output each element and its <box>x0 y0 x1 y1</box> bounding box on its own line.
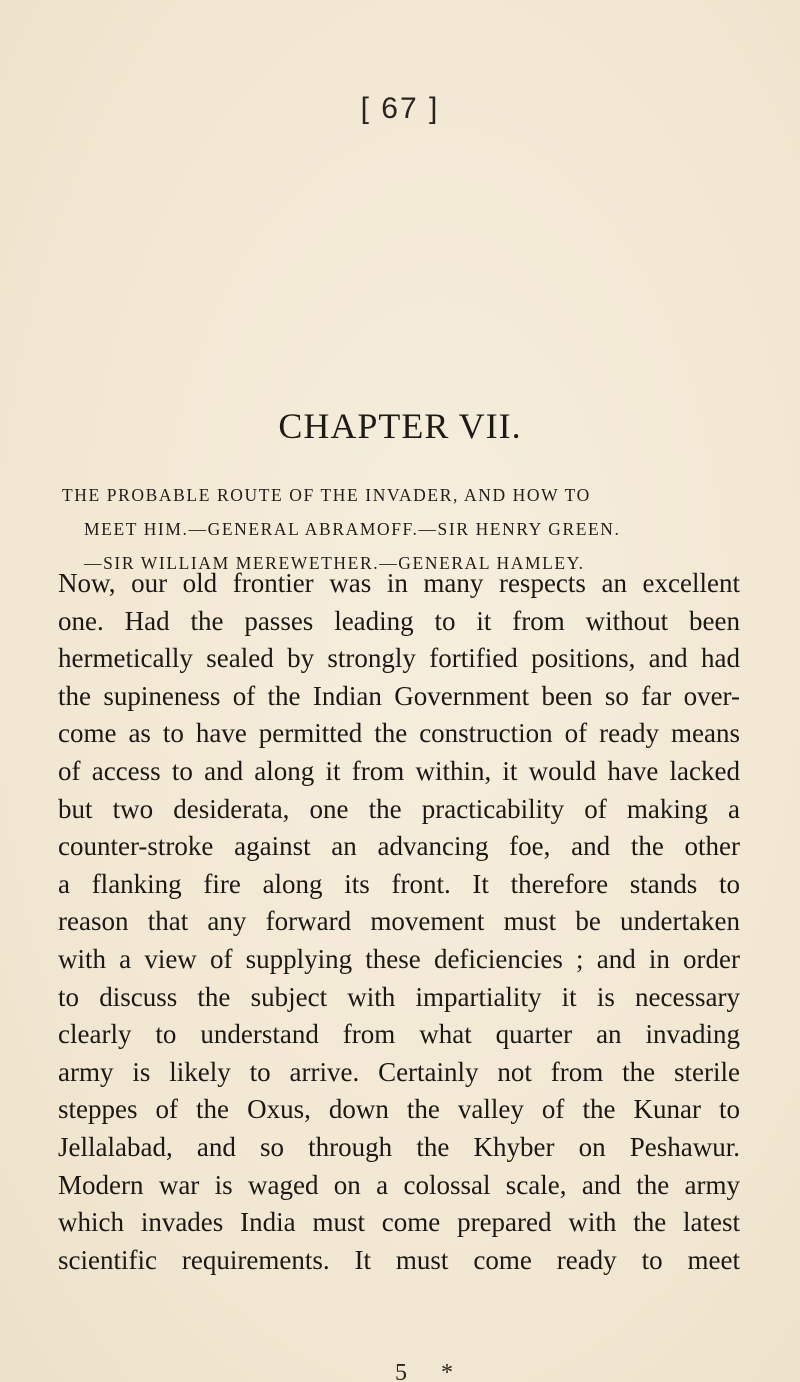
body-line: Jellalabad, and so through the Khyber on Peshawur. <box>58 1131 740 1162</box>
chapter-summary-line: THE PROBABLE ROUTE OF THE INVADER, AND HOW TO <box>62 485 591 505</box>
body-line: scientific requirements. It must come ready to meet <box>58 1244 740 1275</box>
body-line: hermetically sealed by strongly fortified positions, and had <box>58 643 740 674</box>
body-line: the supineness of the Indian Government been so far over- <box>58 680 740 711</box>
body-line: but two desiderata, one the practicability of making a <box>58 793 740 824</box>
body-line: a flanking fire along its front. It therefore stands to <box>58 868 740 899</box>
body-line: one. Had the passes leading to it from without been <box>58 605 740 636</box>
body-paragraph <box>58 565 740 1279</box>
body-line: Now, our old frontier was in many respects an excellent <box>58 568 740 598</box>
chapter-summary-line: —SIR WILLIAM MEREWETHER.—GENERAL HAMLEY. <box>84 553 585 573</box>
chapter-heading: CHAPTER VII. <box>278 406 522 446</box>
signature-mark: 5 * <box>395 1360 467 1382</box>
chapter-summary-line: MEET HIM.—GENERAL ABRAMOFF.—SIR HENRY GREEN. <box>84 519 621 539</box>
body-line: reason that any forward movement must be undertaken <box>58 906 740 937</box>
page-number: [ 67 ] <box>360 92 440 125</box>
body-line: which invades India must come prepared with the latest <box>58 1207 740 1238</box>
body-line: clearly to understand from what quarter an invading <box>58 1019 740 1050</box>
body-line: of access to and along it from within, it would have lacked <box>58 755 740 786</box>
body-line: Modern war is waged on a colossal scale, and the army <box>58 1169 740 1200</box>
body-line: with a view of supplying these deficiencies ; and in order <box>58 943 740 974</box>
body-line: counter-stroke against an advancing foe, and the other <box>58 831 740 862</box>
body-line: steppes of the Oxus, down the valley of the Kunar to <box>58 1094 740 1125</box>
body-line: army is likely to arrive. Certainly not from the sterile <box>58 1056 740 1087</box>
body-line: to discuss the subject with impartiality it is necessary <box>58 981 740 1012</box>
body-line: come as to have permitted the construction of ready means <box>58 718 740 749</box>
